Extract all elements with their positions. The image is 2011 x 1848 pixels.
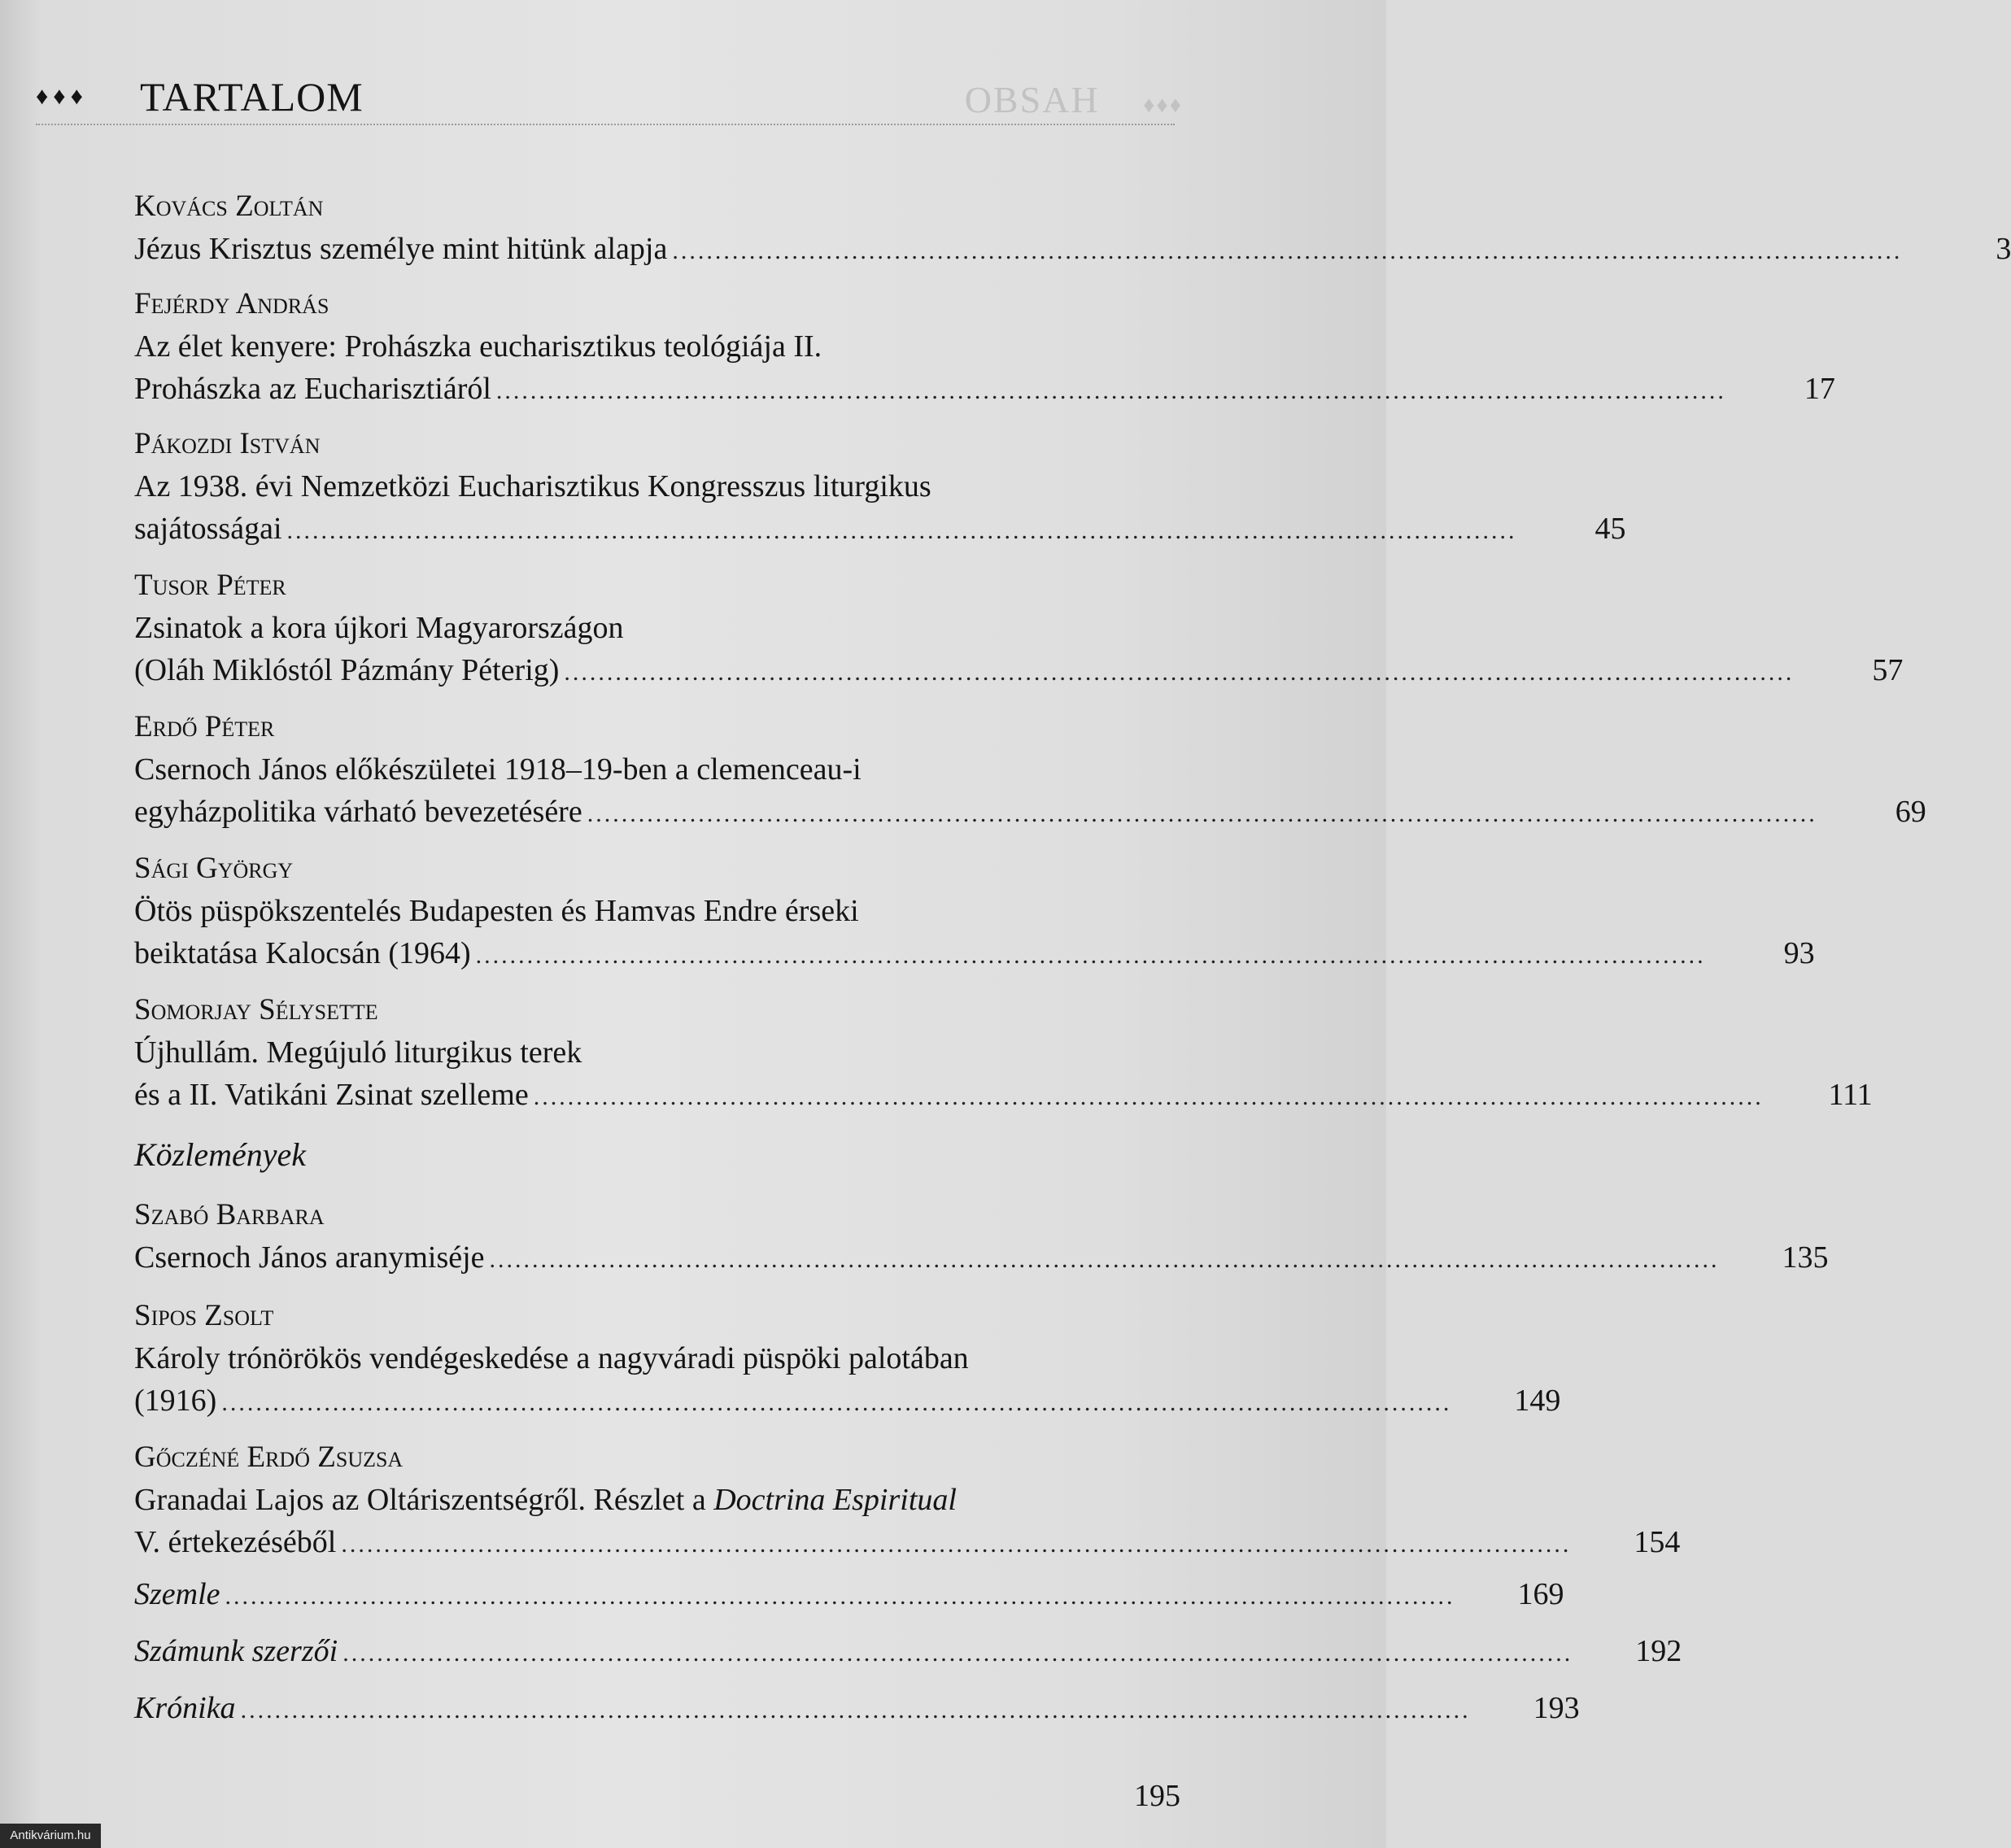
entry-title (134, 1479, 1182, 1521)
entry-title: Krónika (134, 1691, 236, 1725)
dot-leader: ................................................................................................................................................ (225, 1583, 1455, 1610)
entry-page: 192 (1635, 1634, 1682, 1668)
entry-author: Somorjay Sélysette (134, 993, 378, 1026)
entry-title: V. értekezéséből (134, 1525, 337, 1559)
entry-page: 193 (1533, 1691, 1580, 1725)
toc-entry (134, 1436, 1681, 1566)
toc-entry (134, 423, 1626, 552)
entry-title-line (134, 1630, 1682, 1675)
entry-title-italic: Doctrina Espiritual (713, 1483, 957, 1517)
ghost-title: OBSAH (964, 79, 1100, 120)
entry-title: Számunk szerzői (134, 1634, 338, 1668)
entry-title: Az élet kenyere: Prohászka eucharisztikus teológiája II. (134, 329, 822, 364)
toc-entry (134, 1194, 1829, 1281)
entry-page: 3 (1996, 232, 2011, 266)
entry-title: Ötös püspökszentelés Budapesten és Hamvas Endre érseki (134, 894, 859, 928)
entry-title: Az 1938. évi Nemzetközi Eucharisztikus Kongresszus liturgikus (134, 469, 931, 503)
entry-title: beiktatása Kalocsán (1964) (134, 936, 471, 970)
toc-entry (134, 283, 1835, 412)
entry-page: 111 (1828, 1078, 1873, 1112)
entry-page: 149 (1514, 1384, 1561, 1418)
entry-title-line (134, 1236, 1829, 1281)
entry-title: Szemle (134, 1577, 220, 1611)
watermark: Antikvárium.hu (0, 1824, 101, 1848)
entry-author: Szabó Barbara (134, 1198, 325, 1231)
entry-page: 69 (1895, 795, 1926, 829)
entry-author: Fejérdy András (134, 287, 329, 320)
dot-leader: ................................................................................................................................................ (533, 1083, 1764, 1110)
dot-leader: ................................................................................................................................................ (587, 800, 1817, 827)
entry-title: sajátosságai (134, 512, 282, 546)
toc-entry (134, 989, 1873, 1118)
dot-leader: ................................................................................................................................................ (564, 659, 1795, 686)
entry-title: és a II. Vatikáni Zsinat szelleme (134, 1078, 529, 1112)
entry-title-part: Granadai Lajos az Oltáriszentségről. Részlet a (134, 1483, 714, 1517)
dot-leader: ................................................................................................................................................ (475, 942, 1706, 969)
entry-title: Prohászka az Eucharisztiáról (134, 372, 491, 406)
entry-author: Tusor Péter (134, 569, 286, 602)
entry-title: Csernoch János előkészületei 1918–19-ben a clemenceau-i (134, 752, 862, 787)
toc-entry (134, 564, 1904, 694)
entry-title: Jézus Krisztus személye mint hitünk alapja (134, 232, 668, 266)
entry-title-line (134, 791, 1926, 835)
toc-entry (134, 1295, 1561, 1424)
entry-author: Erdő Péter (134, 710, 275, 743)
entry-title-line (134, 1573, 1564, 1618)
entry-title-line (134, 1379, 1561, 1424)
toc-entry (134, 185, 2011, 272)
entry-page: 57 (1872, 653, 1904, 687)
ornament-diamonds: ♦♦♦ (36, 83, 88, 110)
entry-title: egyházpolitika várható bevezetésére (134, 795, 582, 829)
entry-author: Kovács Zoltán (134, 190, 324, 223)
dot-leader: ................................................................................................................................................ (495, 377, 1726, 404)
entry-title: Újhullám. Megújuló liturgikus terek (134, 1035, 582, 1070)
entry-title-line (134, 1074, 1873, 1118)
entry-title-line (134, 228, 2011, 272)
entry-title-line (134, 932, 1815, 977)
entry-page: 45 (1594, 512, 1626, 546)
toc-entry (134, 848, 1815, 977)
dot-leader: ................................................................................................................................................ (489, 1246, 1720, 1273)
page-header (36, 70, 1175, 125)
dot-leader: ................................................................................................................................................ (342, 1640, 1573, 1667)
dot-leader: ................................................................................................................................................ (221, 1389, 1452, 1416)
toc-entry-szerzok (134, 1630, 1682, 1675)
entry-page: 17 (1804, 372, 1835, 406)
entry-author: Gőczéné Erdő Zsuzsa (134, 1440, 404, 1474)
toc-entry-kronika (134, 1687, 1580, 1732)
entry-author: Sipos Zsolt (134, 1299, 274, 1332)
entry-page: 93 (1783, 936, 1815, 970)
entry-title-line (134, 1521, 1681, 1566)
section-heading-kozlemenyek: Közlemények (134, 1136, 307, 1173)
entry-title-line (134, 368, 1835, 412)
toc-entry-szemle (134, 1573, 1564, 1618)
entry-title-line (134, 1687, 1580, 1732)
page-number: 195 (1134, 1779, 1180, 1813)
dot-leader: ................................................................................................................................................ (240, 1697, 1471, 1724)
dot-leader: ................................................................................................................................................ (672, 238, 1903, 264)
entry-title-line (134, 508, 1626, 552)
dot-leader: ................................................................................................................................................ (286, 517, 1517, 544)
page-title: TARTALOM (140, 74, 364, 120)
entry-author: Sági György (134, 852, 294, 885)
entry-title: (1916) (134, 1384, 217, 1418)
entry-author: Pákozdi István (134, 427, 321, 460)
entry-page: 169 (1517, 1577, 1564, 1611)
toc-entry (134, 706, 1926, 835)
entry-title: Csernoch János aranymiséje (134, 1240, 485, 1275)
entry-page: 154 (1634, 1525, 1681, 1559)
entry-title-line (134, 649, 1904, 694)
dot-leader: ................................................................................................................................................ (341, 1531, 1572, 1558)
ghost-ornament: ♦♦♦ (1143, 93, 1183, 118)
entry-title: Zsinatok a kora újkori Magyarországon (134, 611, 624, 645)
entry-title: (Oláh Miklóstól Pázmány Péterig) (134, 653, 560, 687)
entry-page: 135 (1782, 1240, 1829, 1275)
entry-title: Károly trónörökös vendégeskedése a nagyváradi püspöki palotában (134, 1341, 969, 1375)
